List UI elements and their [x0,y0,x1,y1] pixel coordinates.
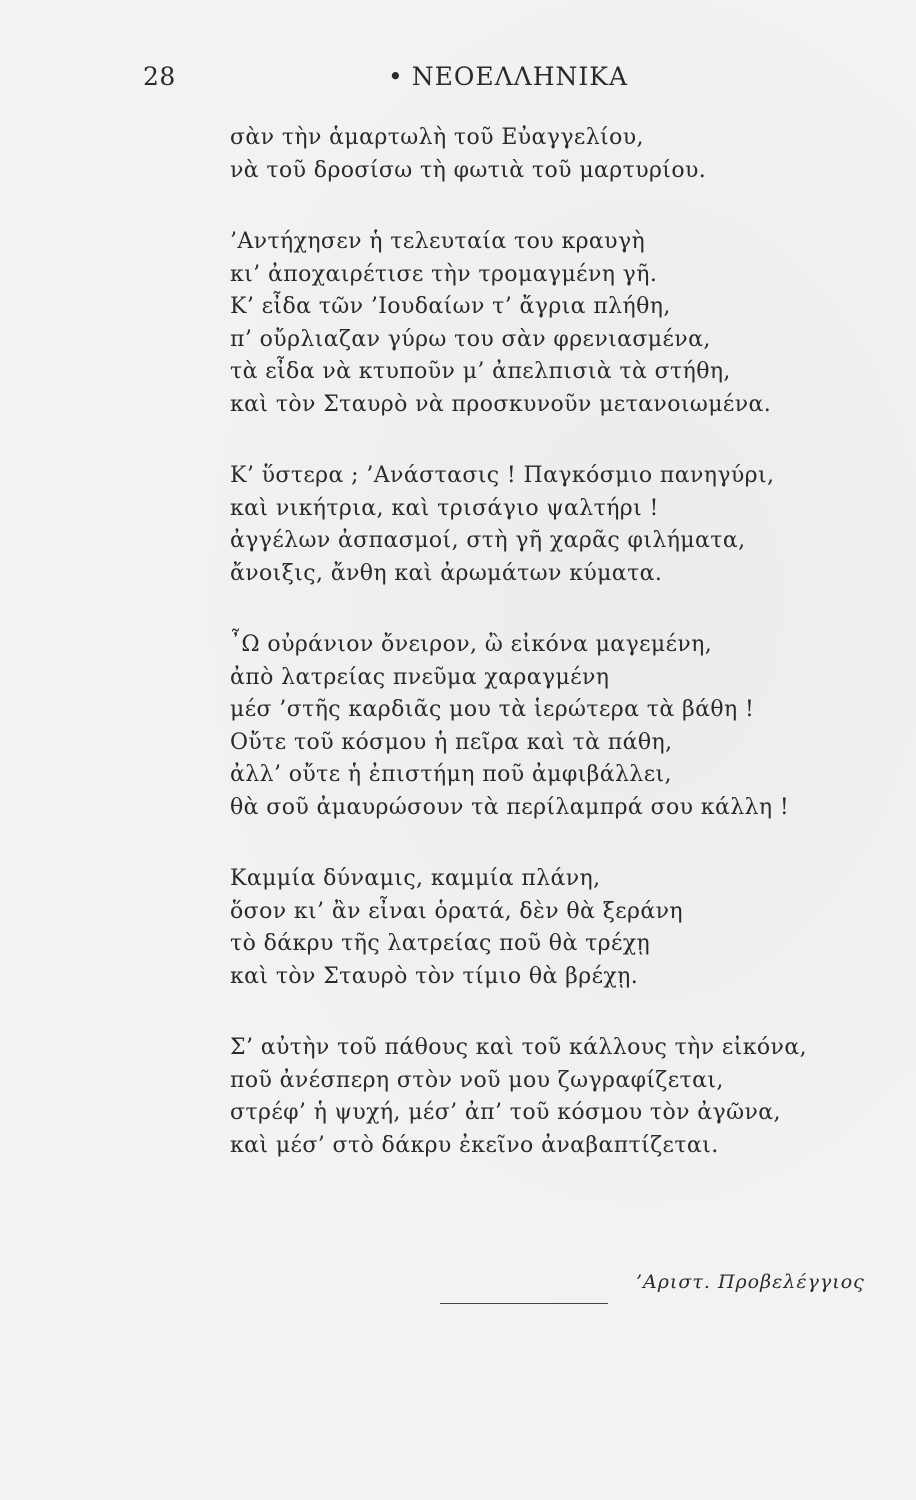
title-bullet: • [388,62,404,91]
stanza-2 [230,226,870,421]
poem-line: μέσ ’στῆς καρδιᾶς μου τὰ ἱερώτερα τὰ βάθη ! [230,697,755,722]
poem-line: ὅσον κι’ ἂν εἶναι ὁρατά, δὲν θὰ ξεράνη [230,898,683,924]
poem-line: ’Αντήχησεν ἡ τελευταία του κραυγὴ [230,229,646,254]
running-title [388,62,628,91]
poem-line: ἀγγέλων ἀσπασμοί, στὴ γῆ χαρᾶς φιλήματα, [230,528,746,553]
section-divider [440,1303,608,1304]
poem-line: στρέφ’ ἡ ψυχή, μέσ’ ἀπ’ τοῦ κόσμου τὸν ἀγῶνα, [230,1100,781,1125]
poem-line: νὰ τοῦ δροσίσω τὴ φωτιὰ τοῦ μαρτυρίου. [230,157,707,183]
poem-line: τὸ δάκρυ τῆς λατρείας ποῦ θὰ τρέχῃ [230,931,651,956]
page-number: 28 [143,62,176,91]
poem-line: Καμμία δύναμις, καμμία πλάνη, [230,866,601,891]
author-attribution: ’Αριστ. Προβελέγγιος [636,1271,865,1293]
poem-line: καὶ μέσ’ στὸ δάκρυ ἐκεῖνο ἀναβαπτίζεται. [230,1132,719,1158]
poem-line: καὶ νικήτρια, καὶ τρισάγιο ψαλτήρι ! [230,495,659,521]
poem-line: σὰν τὴν ἁμαρτωλὴ τοῦ Εὐαγγελίου, [230,125,644,150]
poem-line: κι’ ἀποχαιρέτισε τὴν τρομαγμένη γῆ. [230,261,658,287]
poem-line: ἄνοιξις, ἄνθη καὶ ἀρωμάτων κύματα. [230,560,663,586]
poem-line: καὶ τὸν Σταυρὸ νὰ προσκυνοῦν μετανοιωμένα. [230,391,772,417]
poem-line: καὶ τὸν Σταυρὸ τὸν τίμιο θὰ βρέχῃ. [230,963,639,989]
page-header [0,62,916,96]
poem-line: Κ’ ὕστερα ; ’Ανάστασις ! Παγκόσμιο πανηγύρι, [230,463,775,488]
stanza-4 [230,629,870,824]
poem-text [230,122,870,1201]
poem-line: Σ’ αὐτὴν τοῦ πάθους καὶ τοῦ κάλλους τὴν εἰκόνα, [230,1035,807,1060]
poem-line: ποῦ ἀνέσπερη στὸν νοῦ μου ζωγραφίζεται, [230,1067,724,1093]
poem-line: θὰ σοῦ ἀμαυρώσουν τὰ περίλαμπρά σου κάλλη ! [230,794,790,820]
poem-line: Κ’ εἶδα τῶν ’Ιουδαίων τ’ ἄγρια πλήθη, [230,294,671,319]
stanza-6 [230,1032,870,1162]
poem-line: π’ οὔρλιαζαν γύρω του σὰν φρενιασμένα, [230,326,711,352]
stanza-1 [230,122,870,187]
poem-line: ἀπὸ λατρείας πνεῦμα χαραγμένη [230,664,610,690]
stanza-5 [230,863,870,993]
poem-line: ῏Ω οὐράνιον ὄνειρον, ὢ εἰκόνα μαγεμένη, [230,632,713,657]
poem-line: Οὔτε τοῦ κόσμου ἡ πεῖρα καὶ τὰ πάθη, [230,729,673,755]
poem-line: ἀλλ’ οὔτε ἡ ἐπιστήμη ποῦ ἀμφιβάλλει, [230,762,672,787]
journal-title: ΝΕΟΕΛΛΗΝΙΚΑ [411,62,629,91]
stanza-3 [230,460,870,590]
poem-line: τὰ εἶδα νὰ κτυποῦν μ’ ἀπελπισιὰ τὰ στήθη, [230,359,731,384]
